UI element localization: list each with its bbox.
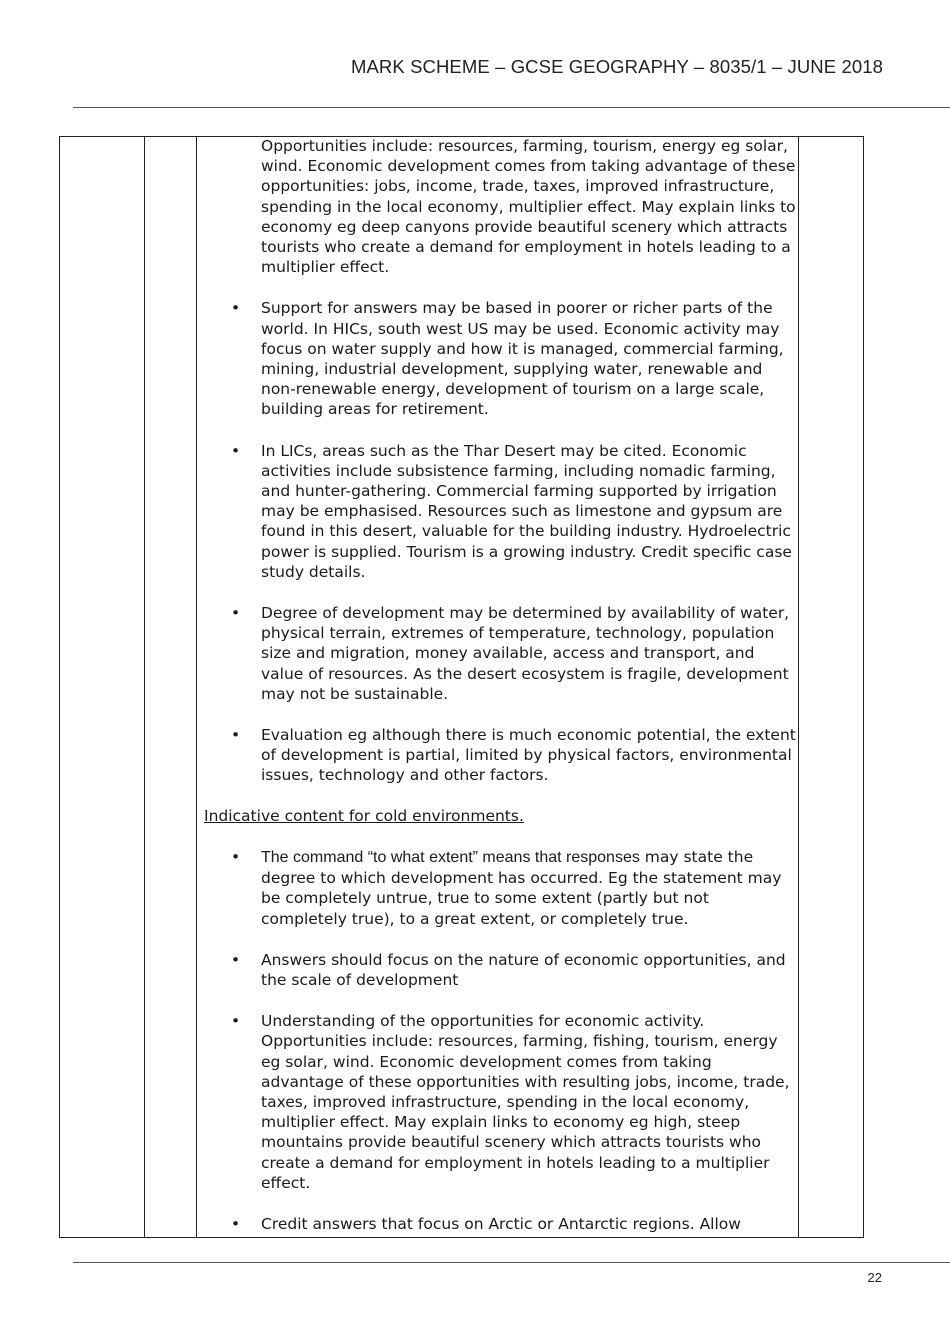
list-item-text: Degree of development may be determined by availability of water, physical terrain, extremes of temperature, technology, population size and migration, money available, access and transport, and value of resources. As the desert ecosystem is fragile, development may not be sustainable. (261, 604, 790, 703)
list-item-text: In LICs, areas such as the Thar Desert may be cited. Economic activities include subsistence farming, including nomadic farming, and hunter-gathering. Commercial farming supported by irrigation may be emphasised. Resources such as limestone and gypsum are found in this desert, valuable for the building industry. Hydroelectric power is supplied. Tourism is a growing industry. Credit specific case study details. (261, 441, 792, 581)
header-rule (73, 107, 950, 108)
list-item (204, 847, 796, 929)
list-item-text: Credit answers that focus on Arctic or Antarctic regions. Allow (261, 1214, 741, 1233)
column-divider (144, 137, 145, 1237)
bullet-icon: • (231, 1214, 241, 1233)
bullet-icon: • (231, 726, 241, 745)
footer-rule (73, 1262, 950, 1263)
bullet-icon: • (231, 950, 241, 969)
bullet-icon: • (231, 441, 241, 460)
list-item (204, 1214, 796, 1234)
bullet-icon: • (231, 604, 241, 623)
list-item (204, 950, 796, 990)
list-item-text: Understanding of the opportunities for economic activity. Opportunities include: resources, farming, fishing, tourism, energy eg solar, wind. Economic development comes from taking advantage of these opportunities with resulting jobs, income, trade, taxes, improved infrastructure, spending in the local economy, multiplier effect. May explain links to economy eg high, steep mountains provide beautiful scenery which attracts tourists who create a demand for employment in hotels leading to a multiplier effect. (261, 1012, 790, 1192)
list-item (204, 603, 796, 704)
list-item (204, 441, 796, 582)
list-item-text: Support for answers may be based in poorer or richer parts of the world. In HICs, south west US may be used. Economic activity may focus on water supply and how it is managed, commercial farming, mining, industrial development, supplying water, renewable and non-renewable energy, development of tourism on a large scale, building areas for retirement. (261, 299, 784, 419)
list-item-text: Answers should focus on the nature of economic opportunities, and the scale of development (261, 950, 786, 989)
list-item-text: Evaluation eg although there is much economic potential, the extent of development is partial, limited by physical factors, environmental issues, technology and other factors. (261, 726, 796, 785)
intro-paragraph: Opportunities include: resources, farming, tourism, energy eg solar, wind. Economic development comes from taking advantage of these opportunities: jobs, income, trade, taxes, improved infrastructure, spending in the local economy, multiplier effect. May explain links to economy eg deep canyons provide beautiful scenery which attracts tourists who create a demand for employment in hotels leading to a multiplier effect. (261, 137, 796, 277)
list-item (204, 1011, 796, 1193)
list-item (204, 725, 796, 786)
list-item (204, 298, 796, 419)
cold-environments-heading: Indicative content for cold environments. (204, 806, 524, 825)
column-divider (196, 137, 197, 1237)
page-header-title: MARK SCHEME – GCSE GEOGRAPHY – 8035/1 – JUNE 2018 (350, 56, 883, 77)
list-item-text-lead: The command “to what extent” means that responses (261, 848, 640, 866)
column-divider (798, 137, 799, 1237)
bullet-icon: • (231, 1012, 241, 1031)
bullet-icon: • (231, 847, 241, 866)
list-item-text: may state the degree to which development has occurred. Eg the statement may be completely untrue, true to some extent (partly but not completely true), to a great extent, or completely true. (261, 847, 782, 928)
page-number: 22 (867, 1270, 882, 1285)
bullet-icon: • (231, 299, 241, 318)
answer-guidance-content (204, 136, 796, 1234)
